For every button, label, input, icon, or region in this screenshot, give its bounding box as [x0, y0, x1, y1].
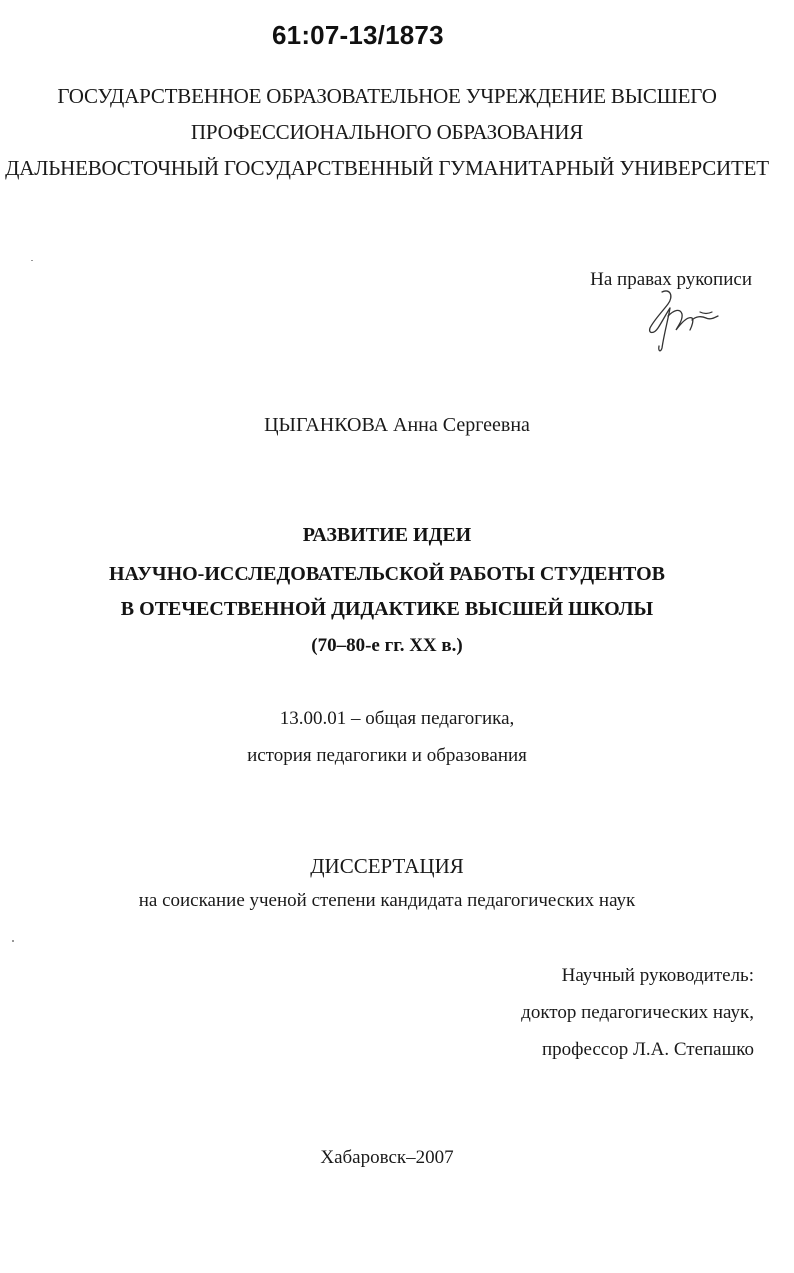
supervisor-heading: Научный руководитель:: [561, 965, 754, 986]
supervisor-name: профессор Л.А. Степашко: [541, 1039, 754, 1060]
signature-icon: [640, 286, 720, 356]
degree-line: на соискание ученой степени кандидата педагогических наук: [138, 890, 636, 911]
city-year: Хабаровск–2007: [320, 1147, 454, 1168]
document-type: ДИССЕРТАЦИЯ: [310, 854, 464, 878]
title-line-3: В ОТЕЧЕСТВЕННОЙ ДИДАКТИКЕ ВЫСШЕЙ ШКОЛЫ: [120, 598, 654, 620]
title-line-1: РАЗВИТИЕ ИДЕИ: [302, 524, 472, 546]
supervisor-degree: доктор педагогических наук,: [521, 1002, 754, 1023]
scan-speck: [31, 260, 33, 261]
institution-line-1: ГОСУДАРСТВЕННОЕ ОБРАЗОВАТЕЛЬНОЕ УЧРЕЖДЕНИЕ ВЫСШЕГО: [57, 84, 717, 108]
author-name: ЦЫГАНКОВА Анна Сергеевна: [264, 414, 530, 436]
scan-speck: [12, 940, 14, 942]
specialty-line-2: история педагогики и образования: [247, 745, 527, 766]
catalog-number: 61:07-13/1873: [272, 20, 444, 50]
title-line-2: НАУЧНО-ИССЛЕДОВАТЕЛЬСКОЙ РАБОТЫ СТУДЕНТОВ: [108, 563, 666, 585]
rights-note: На правах рукописи: [590, 269, 752, 290]
institution-line-3: ДАЛЬНЕВОСТОЧНЫЙ ГОСУДАРСТВЕННЫЙ ГУМАНИТАРНЫЙ УНИВЕРСИТЕТ: [5, 156, 769, 180]
institution-line-2: ПРОФЕССИОНАЛЬНОГО ОБРАЗОВАНИЯ: [190, 120, 584, 144]
title-line-4: (70–80-е гг. XX в.): [311, 635, 463, 656]
specialty-line-1: 13.00.01 – общая педагогика,: [279, 708, 515, 729]
